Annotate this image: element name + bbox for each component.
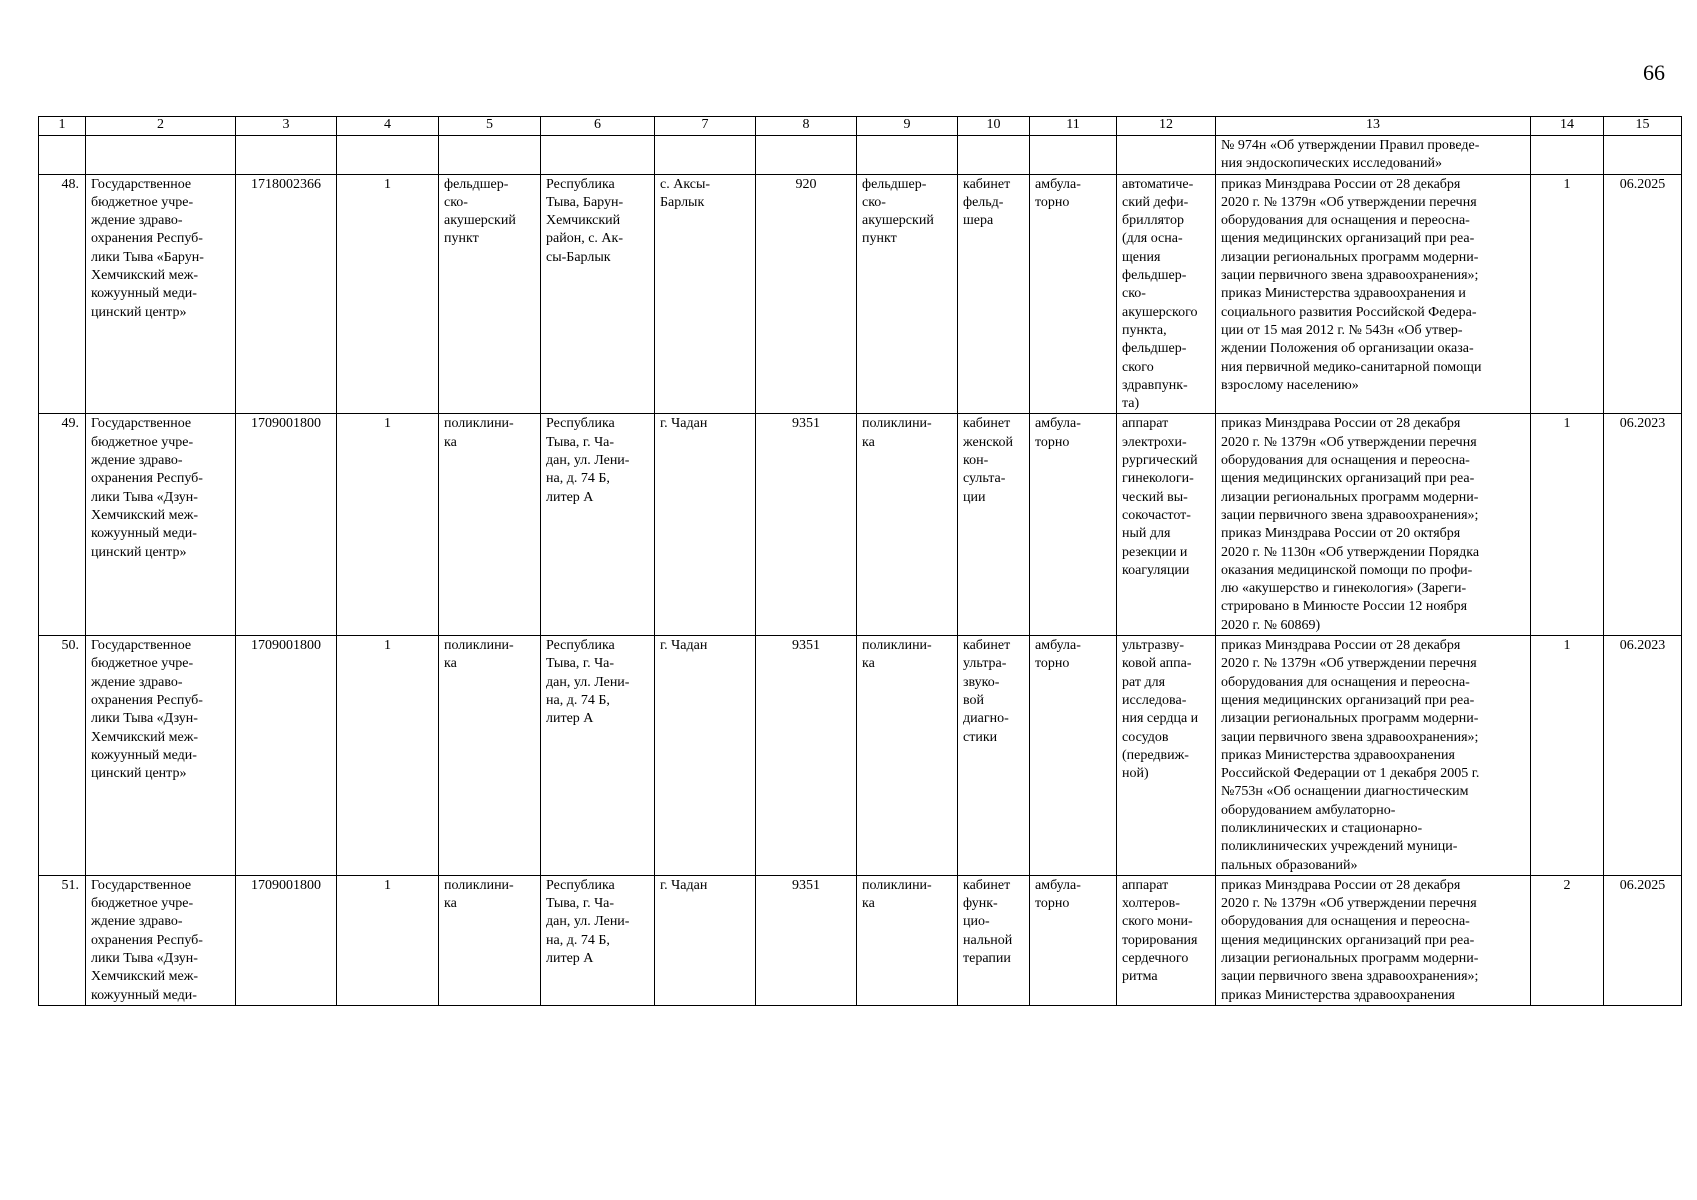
column-header: 15 <box>1604 117 1682 136</box>
population-cell: 920 <box>756 174 857 414</box>
facility-type-cell: поликлини- ка <box>439 414 541 636</box>
column-header: 14 <box>1531 117 1604 136</box>
organization-cell: Государственное бюджетное учре- ждение здраво- охранения Респуб- лики Тыва «Дзун- Хемчикский меж- кожуунный меди- <box>86 875 236 1005</box>
table-cell <box>439 136 541 175</box>
unit-type-cell: поликлини- ка <box>857 875 958 1005</box>
table-row <box>39 875 1682 1005</box>
care-mode-cell: амбула- торно <box>1030 174 1117 414</box>
continuation-row <box>39 136 1682 175</box>
row-number-cell: 51. <box>39 875 86 1005</box>
column-number-row <box>39 117 1682 136</box>
inn-cell: 1709001800 <box>236 636 337 876</box>
row-number-cell: 48. <box>39 174 86 414</box>
equipment-table <box>38 116 1682 1006</box>
inn-cell: 1709001800 <box>236 414 337 636</box>
facility-type-cell: поликлини- ка <box>439 636 541 876</box>
table-cell <box>1531 136 1604 175</box>
population-cell: 9351 <box>756 636 857 876</box>
population-cell: 9351 <box>756 414 857 636</box>
table-cell <box>958 136 1030 175</box>
date-cell: 06.2023 <box>1604 414 1682 636</box>
inn-cell: 1709001800 <box>236 875 337 1005</box>
column-header: 1 <box>39 117 86 136</box>
column-header: 2 <box>86 117 236 136</box>
table-cell <box>756 136 857 175</box>
unit-type-cell: поликлини- ка <box>857 636 958 876</box>
organization-cell: Государственное бюджетное учре- ждение здраво- охранения Респуб- лики Тыва «Барун- Хемчикский меж- кожуунный меди- цинский центр» <box>86 174 236 414</box>
quantity-cell: 1 <box>1531 636 1604 876</box>
address-cell: Республика Тыва, Барун- Хемчикский район, с. Ак- сы-Барлык <box>541 174 655 414</box>
count-cell: 1 <box>337 414 439 636</box>
legal-basis-cell: приказ Минздрава России от 28 декабря 2020 г. № 1379н «Об утверждении перечня оборудования для оснащения и переосна- щения медицинских организаций при реа- лизации региональных программ модерни- зации первичного звена здравоохранения»; приказ Министерства здравоохранения Российской Федерации от 1 декабря 2005 г. №753н «Об оснащении диагностическим оборудованием амбулаторно- поликлинических и стационарно- поликлинических учреждений муници- пальных образований» <box>1216 636 1531 876</box>
table-row <box>39 414 1682 636</box>
care-mode-cell: амбула- торно <box>1030 414 1117 636</box>
equipment-cell: ультразву- ковой аппа- рат для исследова- ния сердца и сосудов (передвиж- ной) <box>1117 636 1216 876</box>
table-cell <box>1030 136 1117 175</box>
room-cell: кабинет женской кон- сульта- ции <box>958 414 1030 636</box>
date-cell: 06.2025 <box>1604 174 1682 414</box>
column-header: 11 <box>1030 117 1117 136</box>
date-cell: 06.2025 <box>1604 875 1682 1005</box>
column-header: 3 <box>236 117 337 136</box>
quantity-cell: 2 <box>1531 875 1604 1005</box>
inn-cell: 1718002366 <box>236 174 337 414</box>
settlement-cell: г. Чадан <box>655 875 756 1005</box>
care-mode-cell: амбула- торно <box>1030 875 1117 1005</box>
equipment-cell: автоматиче- ский дефи- бриллятор (для осна- щения фельдшер- ско- акушерского пункта, фельдшер- ского здравпунк- та) <box>1117 174 1216 414</box>
legal-basis-cell: приказ Минздрава России от 28 декабря 2020 г. № 1379н «Об утверждении перечня оборудования для оснащения и переосна- щения медицинских организаций при реа- лизации региональных программ модерни- зации первичного звена здравоохранения»; приказ Минздрава России от 20 октября 2020 г. № 1130н «Об утверждении Порядка оказания медицинской помощи по профи- лю «акушерство и гинекология» (Зареги- стрировано в Минюсте России 12 ноября 2020 г. № 60869) <box>1216 414 1531 636</box>
population-cell: 9351 <box>756 875 857 1005</box>
facility-type-cell: фельдшер- ско- акушерский пункт <box>439 174 541 414</box>
settlement-cell: г. Чадан <box>655 636 756 876</box>
column-header: 7 <box>655 117 756 136</box>
unit-type-cell: поликлини- ка <box>857 414 958 636</box>
legal-basis-cell: приказ Минздрава России от 28 декабря 2020 г. № 1379н «Об утверждении перечня оборудования для оснащения и переосна- щения медицинских организаций при реа- лизации региональных программ модерни- зации первичного звена здравоохранения»; приказ Министерства здравоохранения <box>1216 875 1531 1005</box>
table-cell <box>1117 136 1216 175</box>
room-cell: кабинет функ- цио- нальной терапии <box>958 875 1030 1005</box>
room-cell: кабинет ультра- звуко- вой диагно- стики <box>958 636 1030 876</box>
column-header: 4 <box>337 117 439 136</box>
legal-basis-cell: № 974н «Об утверждении Правил проведе- ния эндоскопических исследований» <box>1216 136 1531 175</box>
table-row <box>39 636 1682 876</box>
address-cell: Республика Тыва, г. Ча- дан, ул. Лени- на, д. 74 Б, литер А <box>541 414 655 636</box>
equipment-cell: аппарат электрохи- рургический гинекологи- ческий вы- сокочастот- ный для резекции и коагуляции <box>1117 414 1216 636</box>
column-header: 5 <box>439 117 541 136</box>
facility-type-cell: поликлини- ка <box>439 875 541 1005</box>
count-cell: 1 <box>337 174 439 414</box>
address-cell: Республика Тыва, г. Ча- дан, ул. Лени- на, д. 74 Б, литер А <box>541 636 655 876</box>
quantity-cell: 1 <box>1531 174 1604 414</box>
care-mode-cell: амбула- торно <box>1030 636 1117 876</box>
table-cell <box>541 136 655 175</box>
row-number-cell: 50. <box>39 636 86 876</box>
column-header: 8 <box>756 117 857 136</box>
equipment-cell: аппарат холтеров- ского мони- торирования сердечного ритма <box>1117 875 1216 1005</box>
table-cell <box>39 136 86 175</box>
table-cell <box>236 136 337 175</box>
settlement-cell: с. Аксы- Барлык <box>655 174 756 414</box>
legal-basis-cell: приказ Минздрава России от 28 декабря 2020 г. № 1379н «Об утверждении перечня оборудования для оснащения и переосна- щения медицинских организаций при реа- лизации региональных программ модерни- зации первичного звена здравоохранения»; приказ Министерства здравоохранения и социального развития Российской Федера- ции от 15 мая 2012 г. № 543н «Об утвер- ждении Положения об организации оказа- ния первичной медико-санитарной помощи взрослому населению» <box>1216 174 1531 414</box>
column-header: 9 <box>857 117 958 136</box>
column-header: 13 <box>1216 117 1531 136</box>
table-cell <box>655 136 756 175</box>
count-cell: 1 <box>337 875 439 1005</box>
table-cell <box>1604 136 1682 175</box>
column-header: 6 <box>541 117 655 136</box>
unit-type-cell: фельдшер- ско- акушерский пункт <box>857 174 958 414</box>
address-cell: Республика Тыва, г. Ча- дан, ул. Лени- на, д. 74 Б, литер А <box>541 875 655 1005</box>
date-cell: 06.2023 <box>1604 636 1682 876</box>
table-row <box>39 174 1682 414</box>
table-cell <box>857 136 958 175</box>
settlement-cell: г. Чадан <box>655 414 756 636</box>
room-cell: кабинет фельд- шера <box>958 174 1030 414</box>
column-header: 10 <box>958 117 1030 136</box>
quantity-cell: 1 <box>1531 414 1604 636</box>
page-number: 66 <box>1643 60 1665 85</box>
organization-cell: Государственное бюджетное учре- ждение здраво- охранения Респуб- лики Тыва «Дзун- Хемчикский меж- кожуунный меди- цинский центр» <box>86 414 236 636</box>
table-cell <box>337 136 439 175</box>
column-header: 12 <box>1117 117 1216 136</box>
organization-cell: Государственное бюджетное учре- ждение здраво- охранения Респуб- лики Тыва «Дзун- Хемчикский меж- кожуунный меди- цинский центр» <box>86 636 236 876</box>
count-cell: 1 <box>337 636 439 876</box>
table-cell <box>86 136 236 175</box>
row-number-cell: 49. <box>39 414 86 636</box>
